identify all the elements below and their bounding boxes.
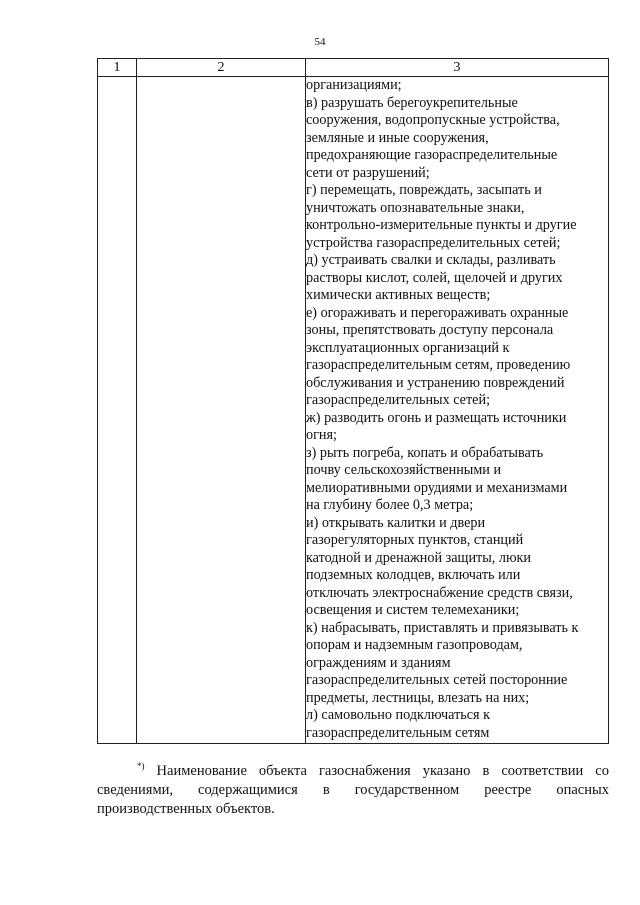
list-line: на глубину более 0,3 метра; <box>306 497 474 513</box>
column-header-1: 1 <box>98 59 137 77</box>
list-line: огня; <box>306 427 337 443</box>
list-line: земляные и иные сооружения, <box>306 129 489 146</box>
list-line: газораспределительных сетей посторонние <box>306 672 568 688</box>
list-line: д) устраивать свалки и склады, разливать <box>306 252 556 268</box>
list-line: мелиоративными орудиями и механизмами <box>306 479 568 496</box>
list-line: газораспределительным сетям <box>306 724 490 741</box>
page-number: 54 <box>314 36 326 48</box>
list-line: обслуживания и устранению повреждений <box>306 374 565 391</box>
list-line: сети от разрушений; <box>306 164 430 181</box>
list-line: контрольно-измерительные пункты и другие <box>306 217 577 233</box>
list-line: почву сельскохозяйственными и <box>306 462 502 478</box>
list-line: л) самовольно подключаться к <box>306 707 491 723</box>
list-line: газорегуляторных пунктов, станций <box>306 532 524 548</box>
list-line: отключать электроснабжение средств связи, <box>306 584 573 601</box>
footnote-line-1 <box>97 762 609 781</box>
table-cell-col3 <box>306 77 609 744</box>
footnote <box>97 762 609 819</box>
list-line: химически активных веществ; <box>306 287 491 303</box>
list-line: подземных колодцев, включать или <box>306 567 521 583</box>
list-line: катодной и дренажной защиты, люки <box>306 549 532 566</box>
list-line: эксплуатационных организаций к <box>306 339 510 356</box>
table-cell-col1 <box>98 77 137 744</box>
list-line: ограждениям и зданиям <box>306 654 451 671</box>
list-line: уничтожать опознавательные знаки, <box>306 199 525 216</box>
list-line: е) огораживать и перегораживать охранные <box>306 304 569 321</box>
list-line: организациями; <box>306 77 402 93</box>
column-header-3: 3 <box>306 59 609 77</box>
table-cell-col2 <box>137 77 306 744</box>
list-line: и) открывать калитки и двери <box>306 514 486 531</box>
list-line: устройства газораспределительных сетей; <box>306 234 561 251</box>
list-line: в) разрушать берегоукрепительные <box>306 94 518 111</box>
list-line: освещения и систем телемеханики; <box>306 602 520 618</box>
footnote-text-1: Наименование объекта газоснабжения указано в соответствии со <box>156 763 609 779</box>
footnote-line-3: производственных объектов. <box>97 801 275 817</box>
list-line: сооружения, водопропускные устройства, <box>306 112 560 128</box>
table-header-row <box>98 59 609 77</box>
list-line: зоны, препятствовать доступу персонала <box>306 322 554 338</box>
list-line: предохраняющие газораспределительные <box>306 147 558 163</box>
footnote-line-2: сведениями, содержащимися в государственном реестре опасных <box>97 782 609 798</box>
footnote-marker: *) <box>137 761 145 772</box>
list-line: газораспределительным сетям, проведению <box>306 357 571 373</box>
list-line: опорам и надземным газопроводам, <box>306 637 523 653</box>
list-line: газораспределительных сетей; <box>306 392 491 408</box>
prohibitions-list <box>306 77 608 742</box>
table-row <box>98 77 609 744</box>
list-line: к) набрасывать, приставлять и привязывать к <box>306 619 579 636</box>
list-line: г) перемещать, повреждать, засыпать и <box>306 182 542 198</box>
list-line: ж) разводить огонь и размещать источники <box>306 409 567 426</box>
list-line: растворы кислот, солей, щелочей и других <box>306 269 563 286</box>
list-line: предметы, лестницы, влезать на них; <box>306 689 530 706</box>
list-line: з) рыть погреба, копать и обрабатывать <box>306 444 544 461</box>
column-header-2: 2 <box>137 59 306 77</box>
document-table <box>97 58 609 744</box>
